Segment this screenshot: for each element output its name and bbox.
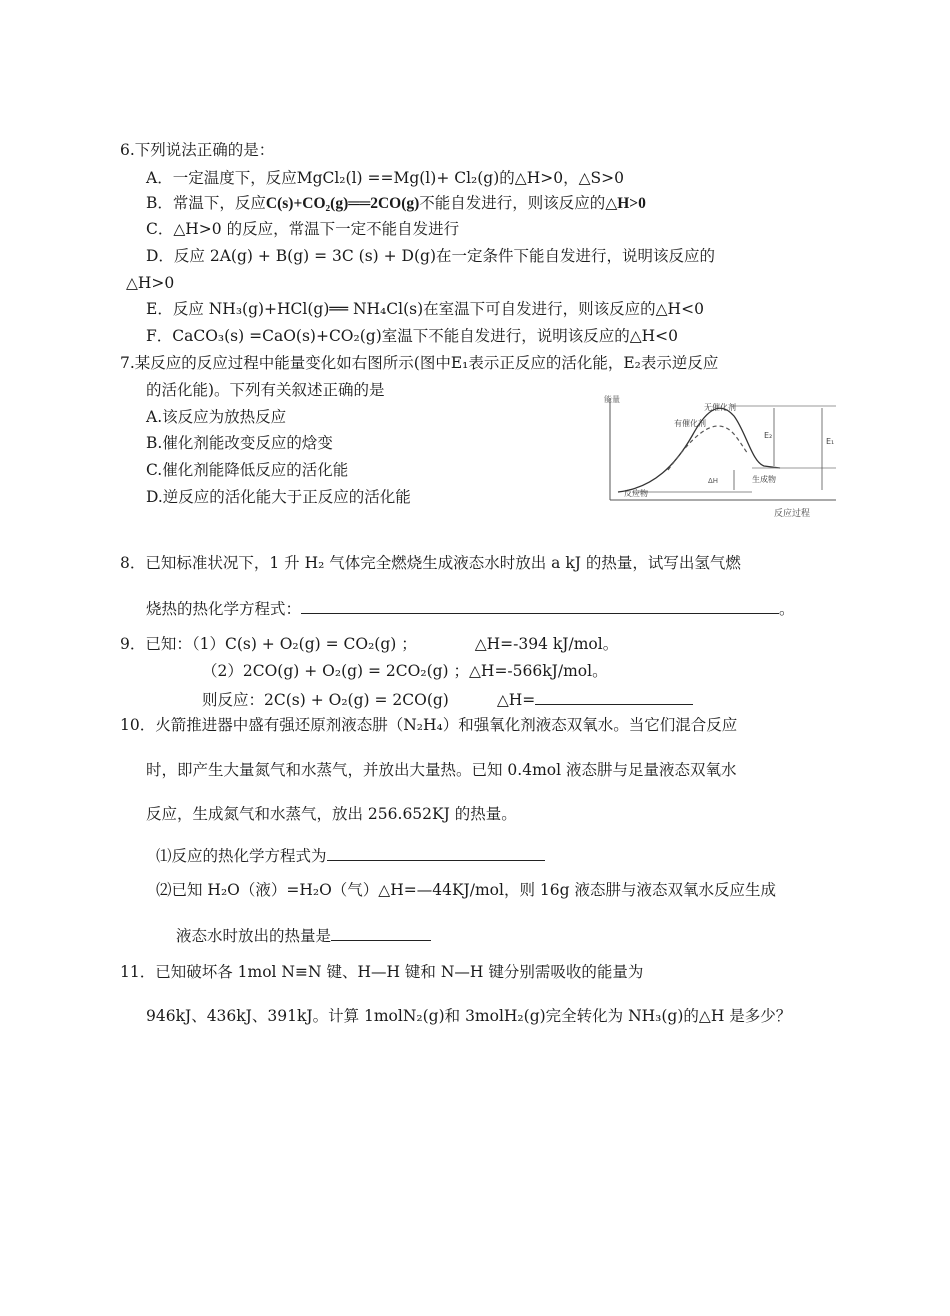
q7-stem-line2: 的活化能)。下列有关叙述正确的是 bbox=[146, 381, 385, 399]
q6-option-c: C．△H>0 的反应，常温下一定不能自发进行 bbox=[146, 220, 460, 238]
q11-line2: 946kJ、436kJ、391kJ。计算 1molN₂(g)和 3molH₂(g)完全转化为 NH₃(g)的△H 是多少？ bbox=[146, 1007, 792, 1025]
reactant-label: 反应物 bbox=[624, 489, 648, 498]
q8-period: 。 bbox=[779, 600, 795, 618]
q10-part1-blank[interactable] bbox=[327, 844, 545, 861]
q10-line3: 反应，生成氮气和水蒸气，放出 256.652KJ 的热量。 bbox=[146, 805, 517, 823]
q7-option-b: B.催化剂能改变反应的焓变 bbox=[146, 434, 333, 452]
q6-option-b bbox=[146, 193, 646, 214]
q10-part1 bbox=[156, 844, 545, 866]
q9-answer-blank[interactable] bbox=[535, 688, 693, 705]
q9-eq1: 9．已知：（1）C(s) + O₂(g) = CO₂(g) ； bbox=[120, 635, 417, 653]
q10-line2: 时，即产生大量氮气和水蒸气，并放出大量热。已知 0.4mol 液态肼与足量液态双氧水 bbox=[146, 761, 737, 779]
q6-option-b-equation: C(s)+CO₂(g)══2CO(g) bbox=[265, 195, 420, 212]
q8-line1: 8．已知标准状况下，1 升 H₂ 气体完全燃烧生成液态水时放出 a kJ 的热量，试写出氢气燃 bbox=[120, 554, 741, 572]
x-axis-label: 反应过程 bbox=[774, 509, 811, 519]
q6-option-b-dh: △H>0 bbox=[605, 195, 646, 212]
q7-option-d: D.逆反应的活化能大于正反应的活化能 bbox=[146, 488, 411, 506]
q9-line3 bbox=[202, 688, 693, 710]
q9-dh1: △H=-394 kJ/mol。 bbox=[474, 635, 619, 653]
q8-line2 bbox=[146, 597, 795, 619]
q10-part2-blank[interactable] bbox=[331, 924, 431, 941]
q10-part2-line1: ⑵已知 H₂O（液）=H₂O（气）△H=—44KJ/mol，则 16g 液态肼与液态双氧水反应生成 bbox=[156, 881, 776, 899]
no-catalyst-label: 无催化剂 bbox=[704, 403, 736, 412]
q9-target-reaction: 则反应：2C(s) + O₂(g) = 2CO(g) bbox=[202, 691, 449, 709]
q6-option-f: F．CaCO₃(s) =CaO(s)+CO₂(g)室温下不能自发进行，说明该反应的△H<0 bbox=[146, 327, 679, 345]
q6-stem: 6.下列说法正确的是： bbox=[120, 141, 275, 159]
q11-line1: 11．已知破坏各 1mol N≡N 键、H—H 键和 N—H 键分别需吸收的能量为 bbox=[120, 963, 644, 981]
q9-line2: （2）2CO(g) + O₂(g) = 2CO₂(g) ；△H=-566kJ/mol。 bbox=[202, 662, 608, 680]
e1-label: E₁ bbox=[826, 437, 835, 446]
q10-line1: 10．火箭推进器中盛有强还原剂液态肼（N₂H₄）和强氧化剂液态双氧水。当它们混合反应 bbox=[120, 716, 738, 734]
with-catalyst-label: 有催化剂 bbox=[674, 419, 706, 428]
e2-label: E₂ bbox=[764, 431, 773, 440]
q7-stem-line1: 7.某反应的反应过程中能量变化如右图所示(图中E₁表示正反应的活化能，E₂表示逆反应 bbox=[120, 354, 719, 372]
q6-option-b-pre: B．常温下，反应 bbox=[146, 194, 266, 212]
q6-option-b-post: 不能自发进行，则该反应的 bbox=[419, 194, 606, 212]
y-axis-label: 能量 bbox=[604, 395, 620, 404]
q8-prompt: 烧热的热化学方程式： bbox=[146, 600, 302, 618]
q9-line1 bbox=[120, 634, 618, 654]
energy-diagram bbox=[604, 388, 844, 520]
q6-option-a: A．一定温度下，反应MgCl₂(l) ==Mg(l)+ Cl₂(g)的△H>0，△S>0 bbox=[146, 169, 624, 187]
q10-part2-line2 bbox=[176, 924, 431, 946]
q6-option-d-line2: △H>0 bbox=[126, 274, 175, 292]
dh-label: ΔH bbox=[708, 477, 719, 485]
q9-dh-label: △H= bbox=[496, 691, 536, 709]
q7-option-c: C.催化剂能降低反应的活化能 bbox=[146, 461, 349, 479]
q10-part2-prompt: 液态水时放出的热量是 bbox=[176, 927, 332, 945]
catalyzed-curve bbox=[668, 426, 748, 470]
q10-part1-prompt: ⑴反应的热化学方程式为 bbox=[156, 847, 327, 865]
q8-answer-blank[interactable] bbox=[301, 597, 779, 614]
q6-option-e: E．反应 NH₃(g)+HCl(g)══ NH₄Cl(s)在室温下可自发进行，则该反应的△H<0 bbox=[146, 300, 704, 318]
q7-option-a: A.该反应为放热反应 bbox=[146, 408, 287, 426]
product-label: 生成物 bbox=[752, 475, 776, 484]
q6-option-d-line1: D．反应 2A(g) + B(g) = 3C (s) + D(g)在一定条件下能自发进行，说明该反应的 bbox=[146, 247, 715, 265]
